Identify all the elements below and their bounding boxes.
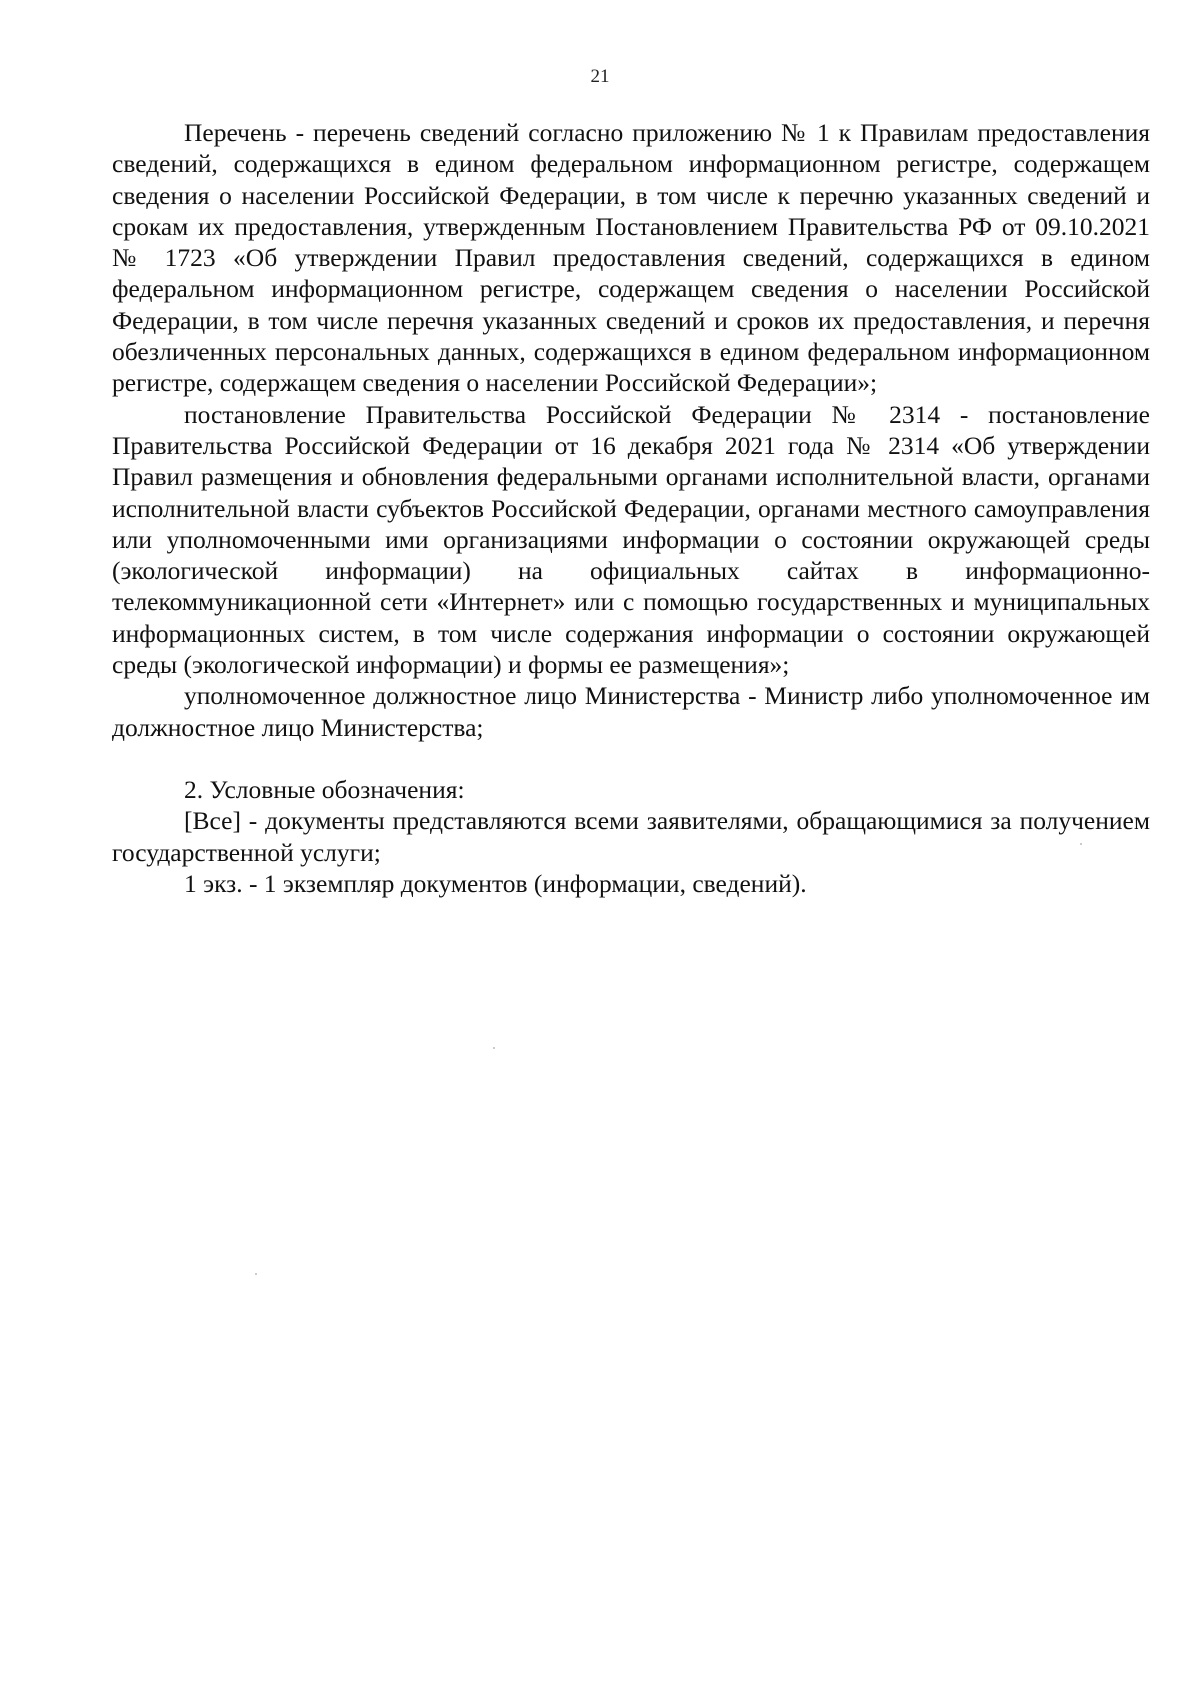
definition-perechen: Перечень - перечень сведений согласно приложению № 1 к Правилам предоставления сведений, содержащихся в едином федеральном информационном регистре, содержащем сведения о населении Российской Федерации, в том числе к перечню указанных сведений и срокам их предоставления, утвержденным Постановлением Правительства РФ от 09.10.2021 № 1723 «Об утверждении Правил предоставления сведений, содержащихся в едином федеральном информационном регистре, содержащем сведения о населении Российской Федерации, в том числе перечня указанных сведений и сроков их предоставления, и перечня обезличенных персональных данных, содержащихся в едином федеральном информационном регистре, содержащем сведения о населении Российской Федерации»;: [112, 118, 1150, 398]
convention-all: [Все] - документы представляются всеми заявителями, обращающимися за получением государственной услуги;: [112, 806, 1150, 867]
section-heading: 2. Условные обозначения:: [184, 774, 465, 804]
definition-postanovlenie-2314: постановление Правительства Российской Федерации № 2314 - постановление Правительства Российской Федерации от 16 декабря 2021 года № 2314 «Об утверждении Правил размещения и обновления федеральными органами исполнительной власти, органами исполнительной власти субъектов Российской Федерации, органами местного самоуправления или уполномоченными ими организациями информации о состоянии окружающей среды (экологической информации) на официальных сайтах в информационно-телекоммуникационной сети «Интернет» или с помощью государственных и муниципальных информационных систем, в том числе содержания информации о состоянии окружающей среды (экологической информации) и формы ее размещения»;: [112, 399, 1150, 680]
section-conventions: [112, 774, 1150, 899]
scan-speck: [255, 1273, 257, 1275]
document-body: [112, 117, 1150, 899]
definition-upolnomochennoe-litso: уполномоченное должностное лицо Министерства - Министр либо уполномоченное им должностное лицо Министерства;: [112, 681, 1150, 742]
scan-speck: [493, 1047, 495, 1049]
scan-speck: [1080, 843, 1082, 845]
convention-copies: 1 экз. - 1 экземпляр документов (информации, сведений).: [184, 868, 807, 898]
page-number: 21: [590, 66, 610, 87]
